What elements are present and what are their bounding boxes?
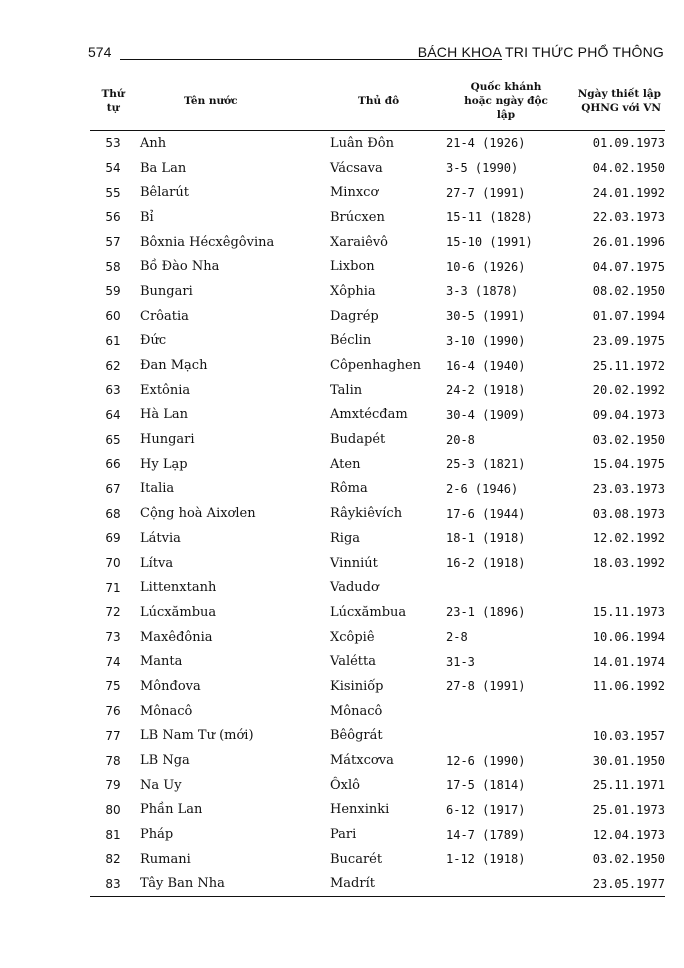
country-name: Italia (140, 481, 175, 497)
table-row (90, 230, 665, 255)
table-row (90, 872, 665, 897)
independence-date: 20-8 (446, 432, 475, 447)
independence-date: 1-12 (1918) (446, 852, 526, 867)
capital-name: Ôxlô (330, 777, 360, 793)
row-number: 62 (105, 358, 121, 373)
country-name: Anh (140, 135, 167, 151)
table-row (90, 131, 665, 156)
capital-name: Brúcxen (330, 209, 385, 225)
country-name: Maxêđônia (140, 629, 213, 645)
table-row (90, 526, 665, 551)
row-number: 65 (105, 432, 121, 447)
table-row (90, 724, 665, 749)
country-name: Na Uy (140, 777, 182, 793)
capital-name: Béclin (330, 333, 372, 349)
independence-date: 6-12 (1917) (446, 802, 526, 817)
row-number: 63 (105, 383, 121, 398)
table-row (90, 822, 665, 847)
table-row (90, 748, 665, 773)
row-number: 53 (105, 136, 121, 151)
relations-date: 03.02.1950 (592, 432, 665, 447)
country-name: Littenxtanh (140, 580, 217, 596)
independence-date: 2-8 (446, 630, 468, 645)
table-row (90, 551, 665, 576)
country-name: Tây Ban Nha (140, 876, 225, 892)
relations-date: 23.03.1973 (592, 481, 665, 496)
relations-date: 23.09.1975 (592, 333, 665, 348)
country-name: Bồ Đào Nha (140, 259, 220, 275)
table-row (90, 452, 665, 477)
relations-date: 11.06.1992 (592, 679, 665, 694)
country-name: Manta (140, 654, 183, 670)
capital-name: Valétta (330, 654, 376, 670)
relations-date: 25.01.1973 (592, 802, 665, 817)
table-row (90, 798, 665, 823)
relations-date: 10.03.1957 (592, 728, 665, 743)
capital-name: Lixbon (330, 259, 375, 275)
capital-name: Vadudơ (330, 580, 379, 596)
table-row (90, 674, 665, 699)
table-row (90, 205, 665, 230)
row-number: 59 (105, 284, 121, 299)
country-name: Hy Lạp (140, 456, 188, 472)
independence-date: 10-6 (1926) (446, 259, 526, 274)
capital-name: Bêôgrát (330, 728, 383, 744)
capital-name: Pari (330, 827, 357, 843)
independence-date: 3-5 (1990) (446, 161, 519, 176)
relations-date: 04.02.1950 (592, 161, 665, 176)
independence-date: 31-3 (446, 654, 475, 669)
row-number: 83 (105, 876, 121, 891)
capital-name: Kisiniốp (330, 678, 384, 694)
relations-date: 25.11.1972 (592, 358, 665, 373)
independence-date: 27-8 (1991) (446, 679, 526, 694)
capital-name: Budapét (330, 432, 386, 448)
independence-date: 15-10 (1991) (446, 235, 533, 250)
independence-date (446, 699, 566, 724)
relations-date: 12.04.1973 (592, 827, 665, 842)
relations-date: 25.11.1971 (592, 778, 665, 793)
relations-date: 09.04.1973 (592, 407, 665, 422)
independence-date: 24-2 (1918) (446, 383, 526, 398)
capital-name: Xôphia (330, 283, 376, 299)
row-number: 81 (105, 827, 121, 842)
independence-date: 23-1 (1896) (446, 605, 526, 620)
row-number: 66 (105, 457, 121, 472)
table-row (90, 773, 665, 798)
row-number: 56 (105, 210, 121, 225)
row-number: 55 (105, 185, 121, 200)
table-row (90, 329, 665, 354)
table-row (90, 254, 665, 279)
country-name: Mônacô (140, 703, 193, 719)
relations-date: 30.01.1950 (592, 753, 665, 768)
capital-name: Côpenhaghen (330, 358, 422, 374)
independence-date: 16-4 (1940) (446, 358, 526, 373)
row-number: 60 (105, 309, 121, 324)
table-row (90, 353, 665, 378)
table-row (90, 403, 665, 428)
relations-date: 03.02.1950 (592, 852, 665, 867)
capital-name: Lúcxămbua (330, 604, 407, 620)
table-header (90, 72, 665, 131)
column-header-capital: Thủ đô (358, 95, 400, 107)
table-row (90, 180, 665, 205)
column-header-country: Tên nước (184, 95, 238, 107)
capital-name: Vinniút (330, 555, 378, 571)
capital-name: Vácsava (330, 160, 383, 176)
column-header-relations-date: Ngày thiết lập QHNG với VN (577, 88, 661, 114)
row-number: 72 (105, 605, 121, 620)
table-row (90, 625, 665, 650)
row-number: 76 (105, 704, 121, 719)
row-number: 68 (105, 506, 121, 521)
relations-date: 14.01.1974 (592, 654, 665, 669)
running-title: BÁCH KHOA TRI THỨC PHỔ THÔNG (417, 44, 664, 60)
relations-date: 22.03.1973 (592, 210, 665, 225)
relations-date: 01.09.1973 (592, 136, 665, 151)
country-name: Đan Mạch (140, 358, 208, 374)
country-name: LB Nga (140, 753, 190, 769)
row-number: 78 (105, 753, 121, 768)
relations-date: 04.07.1975 (592, 259, 665, 274)
country-name: Hungari (140, 432, 195, 448)
row-number: 70 (105, 556, 121, 571)
row-number: 79 (105, 778, 121, 793)
table-row (90, 847, 665, 872)
capital-name: Amxtécđam (330, 407, 408, 423)
countries-table (90, 72, 665, 899)
country-name: Đức (140, 333, 167, 349)
relations-date: 24.01.1992 (592, 185, 665, 200)
table-row (90, 649, 665, 674)
independence-date: 21-4 (1926) (446, 136, 526, 151)
independence-date: 16-2 (1918) (446, 556, 526, 571)
capital-name: Rôma (330, 481, 368, 497)
row-number: 75 (105, 679, 121, 694)
relations-date: 03.08.1973 (592, 506, 665, 521)
relations-date: 15.04.1975 (592, 457, 665, 472)
relations-date: 23.05.1977 (592, 876, 665, 891)
country-name: Látvia (140, 530, 181, 546)
independence-date (446, 872, 566, 897)
page-number: 574 (88, 44, 112, 60)
independence-date: 12-6 (1990) (446, 753, 526, 768)
table-body (90, 131, 665, 897)
row-number: 71 (105, 580, 121, 595)
country-name: Bêlarút (140, 185, 189, 201)
row-number: 67 (105, 481, 121, 496)
capital-name: Bucarét (330, 851, 383, 867)
independence-date: 14-7 (1789) (446, 827, 526, 842)
table-row (90, 600, 665, 625)
column-header-independence: Quốc khánh hoặc ngày độc lập (464, 81, 548, 121)
capital-name: Dagrép (330, 308, 379, 324)
country-name: LB Nam Tư (mới) (140, 728, 254, 744)
country-name: Lítva (140, 555, 174, 571)
capital-name: Xcôpiê (330, 629, 375, 645)
country-name: Lúcxămbua (140, 604, 217, 620)
relations-date (566, 575, 665, 600)
capital-name: Talin (330, 382, 363, 398)
table-row (90, 501, 665, 526)
country-name: Rumani (140, 851, 191, 867)
independence-date: 30-5 (1991) (446, 309, 526, 324)
capital-name: Riga (330, 530, 361, 546)
relations-date (566, 699, 665, 724)
capital-name: Henxinki (330, 802, 390, 818)
relations-date: 12.02.1992 (592, 531, 665, 546)
page-header (88, 44, 664, 64)
country-name: Bungari (140, 283, 193, 299)
independence-date: 15-11 (1828) (446, 210, 533, 225)
relations-date: 10.06.1994 (592, 630, 665, 645)
capital-name: Xaraiêvô (330, 234, 388, 250)
independence-date: 3-10 (1990) (446, 333, 526, 348)
capital-name: Mônacô (330, 703, 383, 719)
independence-date: 25-3 (1821) (446, 457, 526, 472)
table-row (90, 699, 665, 724)
relations-date: 01.07.1994 (592, 309, 665, 324)
independence-date: 2-6 (1946) (446, 481, 519, 496)
independence-date: 18-1 (1918) (446, 531, 526, 546)
table-row (90, 156, 665, 181)
row-number: 74 (105, 654, 121, 669)
column-header-order: Thứ tự (101, 88, 125, 114)
country-name: Cộng hoà Aixơlen (140, 506, 256, 522)
country-name: Crôatia (140, 308, 189, 324)
country-name: Bỉ (140, 209, 154, 225)
table-row (90, 304, 665, 329)
countries-table-wrapper (90, 72, 665, 899)
capital-name: Madrít (330, 876, 375, 892)
relations-date: 15.11.1973 (592, 605, 665, 620)
capital-name: Minxcơ (330, 185, 379, 201)
independence-date: 17-5 (1814) (446, 778, 526, 793)
table-bottom-rule (90, 897, 665, 900)
independence-date (446, 724, 566, 749)
relations-date: 18.03.1992 (592, 556, 665, 571)
row-number: 61 (105, 333, 121, 348)
row-number: 57 (105, 235, 121, 250)
country-name: Mônđova (140, 678, 201, 694)
table-row (90, 378, 665, 403)
row-number: 64 (105, 407, 121, 422)
relations-date: 08.02.1950 (592, 284, 665, 299)
row-number: 82 (105, 852, 121, 867)
country-name: Hà Lan (140, 407, 188, 423)
row-number: 80 (105, 802, 121, 817)
capital-name: Luân Đôn (330, 135, 394, 151)
country-name: Phần Lan (140, 802, 203, 818)
country-name: Ba Lan (140, 160, 187, 176)
country-name: Pháp (140, 827, 174, 843)
row-number: 73 (105, 630, 121, 645)
capital-name: Râykiêvích (330, 506, 403, 522)
table-row (90, 279, 665, 304)
table-row (90, 575, 665, 600)
row-number: 58 (105, 259, 121, 274)
country-name: Bôxnia Hécxêgôvina (140, 234, 275, 250)
table-row (90, 427, 665, 452)
independence-date (446, 575, 566, 600)
row-number: 77 (105, 728, 121, 743)
country-name: Extônia (140, 382, 191, 398)
independence-date: 3-3 (1878) (446, 284, 519, 299)
relations-date: 20.02.1992 (592, 383, 665, 398)
capital-name: Mátxcơva (330, 753, 394, 769)
row-number: 54 (105, 161, 121, 176)
independence-date: 30-4 (1909) (446, 407, 526, 422)
row-number: 69 (105, 531, 121, 546)
table-row (90, 477, 665, 502)
independence-date: 27-7 (1991) (446, 185, 526, 200)
relations-date: 26.01.1996 (592, 235, 665, 250)
independence-date: 17-6 (1944) (446, 506, 526, 521)
capital-name: Aten (330, 456, 361, 472)
